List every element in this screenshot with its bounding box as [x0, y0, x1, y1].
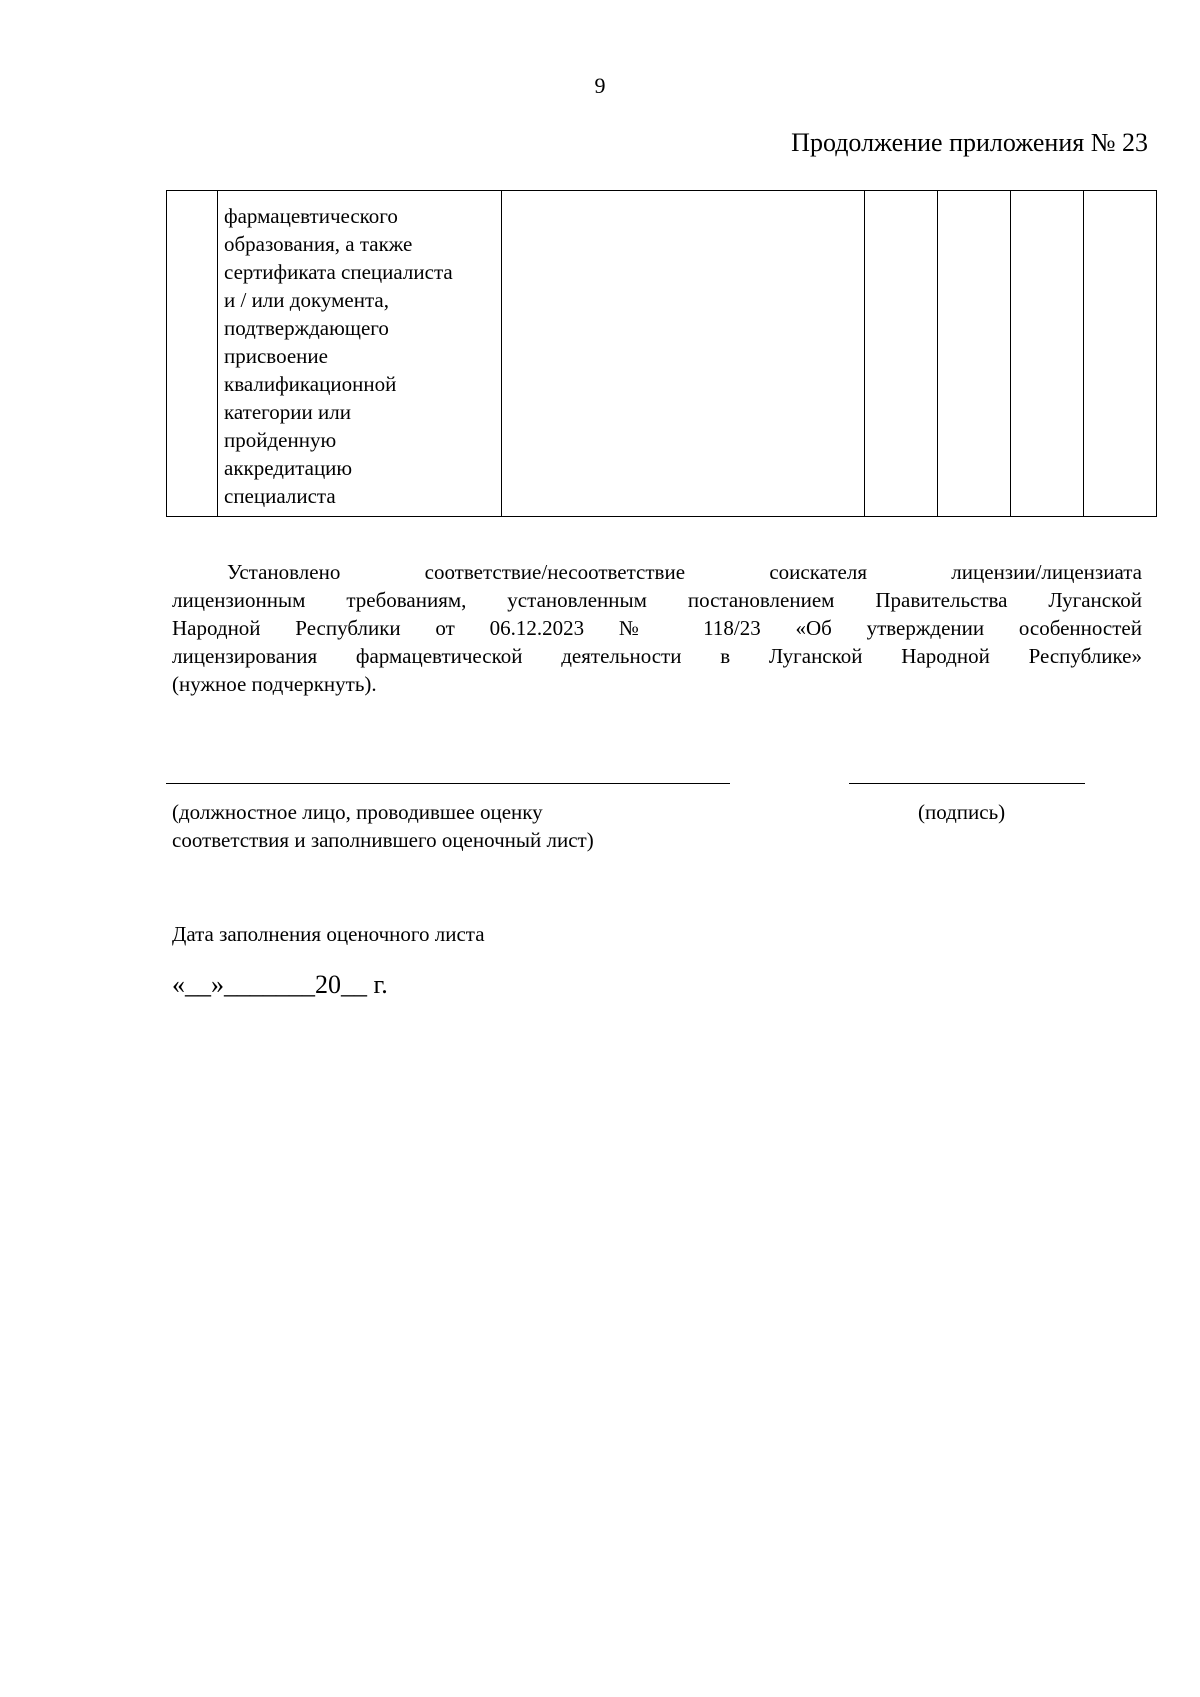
official-caption [172, 798, 732, 854]
appendix-continuation-label: Продолжение приложения № 23 [791, 128, 1148, 157]
page-number: 9 [594, 73, 606, 98]
signature-caption: (подпись) [918, 800, 1006, 824]
date-label: Дата заполнения оценочного листа [172, 922, 485, 946]
evidence-cell [502, 191, 865, 517]
paragraph-line-2: лицензионным требованиям, установленным постановлением Правительства Луганской [172, 588, 1142, 612]
paragraph-line-4: лицензирования фармацевтической деятельности в Луганской Народной Республике» [172, 644, 1142, 668]
table-row [167, 191, 1157, 517]
date-template: «__»_______20__ г. [172, 970, 388, 999]
signature-line [849, 783, 1085, 784]
mark-cell-4 [1084, 191, 1157, 517]
compliance-paragraph [172, 558, 1142, 698]
requirement-text: фармацевтического образования, а также сертификата специалиста и / или документа, подтверждающего присвоение квалификационной категории или пройденную аккредитацию специалиста [224, 204, 453, 508]
official-signature-line [166, 783, 730, 784]
paragraph-line-1: Установлено соответствие/несоответствие соискателя лицензии/лицензиата [227, 560, 1142, 584]
paragraph-line-3: Народной Республики от 06.12.2023 № 118/23 «Об утверждении особенностей [172, 616, 1142, 640]
mark-cell-3 [1011, 191, 1084, 517]
assessment-table [166, 190, 1157, 517]
row-number-cell [167, 191, 218, 517]
official-caption-line-1: (должностное лицо, проводившее оценку [172, 800, 543, 824]
mark-cell-1 [865, 191, 938, 517]
official-caption-line-2: соответствия и заполнившего оценочный лист) [172, 828, 594, 852]
mark-cell-2 [938, 191, 1011, 517]
paragraph-line-5: (нужное подчеркнуть). [172, 672, 377, 696]
requirement-cell [218, 191, 502, 517]
